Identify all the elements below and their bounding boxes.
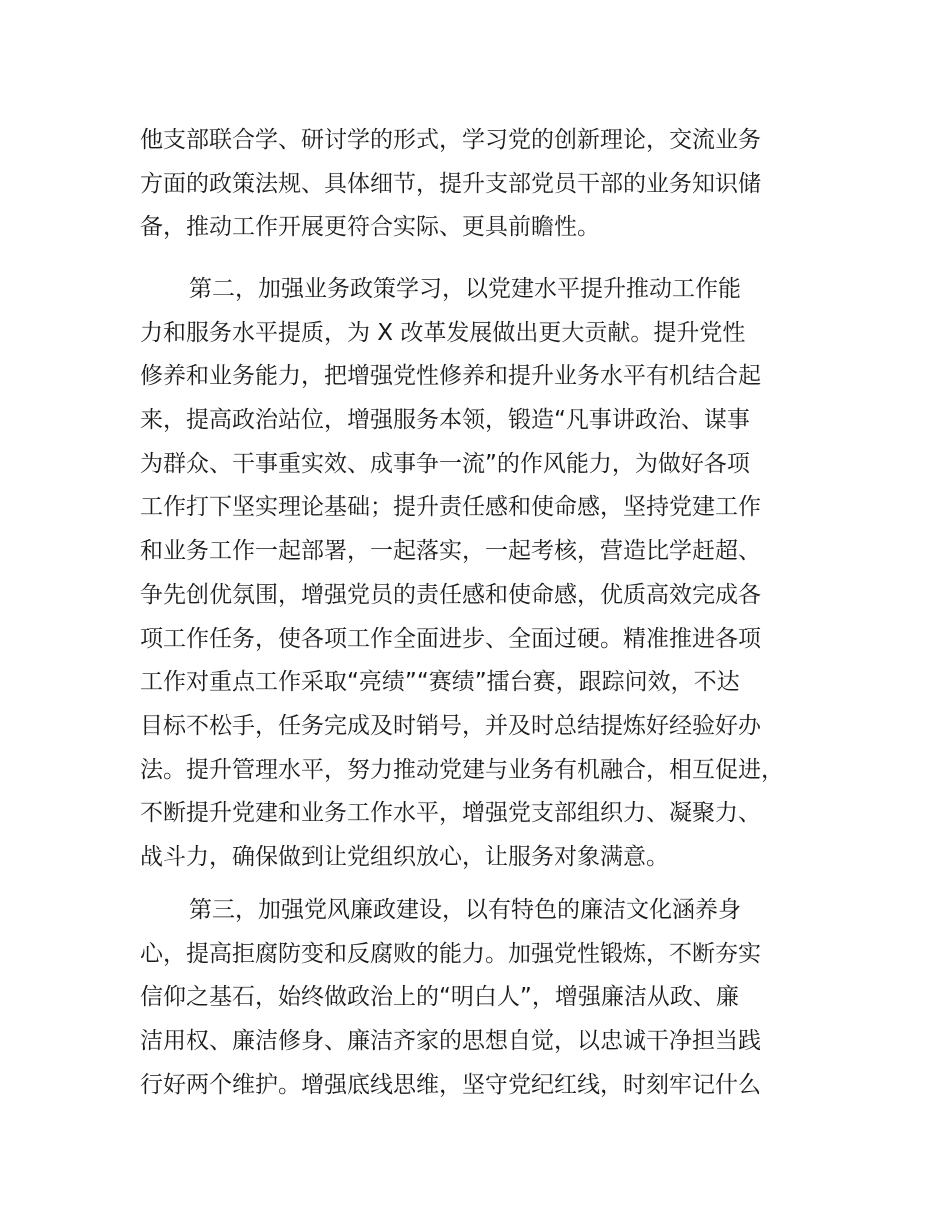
text-line: 目标不松手，任务完成及时销号，并及时总结提炼好经验好办 [140,712,761,739]
paragraph-third [140,889,840,1107]
text-line: 力和服务水平提质，为 X 改革发展做出更大贡献。提升党性 [140,319,746,346]
text-line: 来，提高政治站位，增强服务本领，锻造“凡事讲政治、谋事 [140,407,750,434]
text-line: 他支部联合学、研讨学的形式，学习党的创新理论，交流业务 [140,127,761,153]
text-line: 修养和业务能力，把增强党性修养和提升业务水平有机结合起 [140,363,761,390]
text-line: 行好两个维护。增强底线思维，坚守党纪红线，时刻牢记什么 [140,1071,761,1098]
text-line: 项工作任务，使各项工作全面进步、全面过硬。精准推进各项 [140,625,761,652]
paragraph-second [140,268,840,880]
text-line: 法。提升管理水平，努力推动党建与业务有机融合，相互促进， [140,756,784,783]
text-line: 不断提升党建和业务工作水平，增强党支部组织力、凝聚力、 [140,800,761,827]
text-line: 和业务工作一起部署，一起落实，一起考核，营造比学赶超、 [140,538,761,565]
text-line: 信仰之基石，始终做政治上的“明白人”，增强廉洁从政、廉 [140,984,739,1011]
text-line: 工作对重点工作采取“亮绩”“赛绩”擂台赛，跟踪问效，不达 [140,669,740,696]
text-line: 第二，加强业务政策学习，以党建水平提升推动工作能 [189,276,741,302]
text-line: 备，推动工作开展更符合实际、更具前瞻性。 [140,214,600,241]
paragraph-continuation [140,119,840,250]
text-line: 争先创优氛围，增强党员的责任感和使命感，优质高效完成各 [140,581,761,608]
text-line: 方面的政策法规、具体细节，提升支部党员干部的业务知识储 [140,170,761,197]
text-line: 工作打下坚实理论基础；提升责任感和使命感，坚持党建工作 [140,494,761,521]
text-line: 洁用权、廉洁修身、廉洁齐家的思想自觉，以忠诚干净担当践 [140,1028,761,1055]
text-line: 第三，加强党风廉政建设，以有特色的廉洁文化涵养身 [189,897,741,923]
text-line: 心，提高拒腐防变和反腐败的能力。加强党性锻炼，不断夯实 [140,940,761,967]
text-line: 战斗力，确保做到让党组织放心，让服务对象满意。 [140,843,669,870]
text-line: 为群众、干事重实效、成事争一流”的作风能力，为做好各项 [140,450,750,477]
